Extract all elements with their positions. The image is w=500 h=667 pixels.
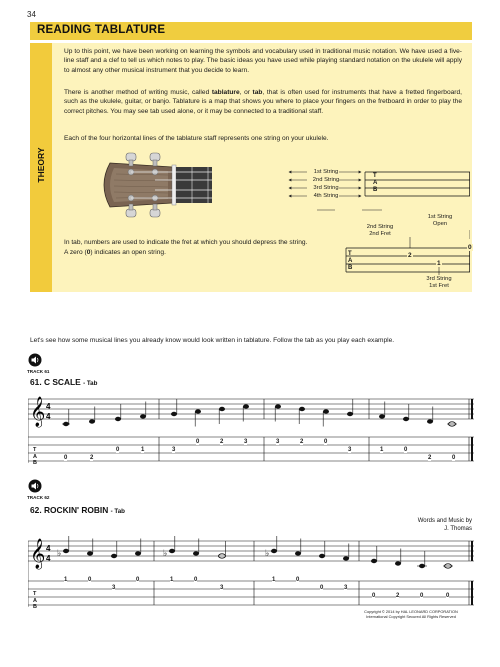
label-3rd-string-1st-fret: 3rd String 1st Fret [426,276,452,289]
theory-paragraph-5: A zero (0) indicates an open string. [64,249,166,256]
credit-line-1: Words and Music by [417,518,472,524]
tab-num: 3 [112,585,116,591]
tab-num: 3 [344,585,348,591]
tab-clef-mini: T A B [373,173,378,193]
tab-num: 0 [404,447,408,453]
label-1st-string: 1st String [313,169,339,175]
tab-clef-example: T A B [348,251,353,271]
theory-paragraph-2: There is another method of writing music, called tablature, or tab, that is often used for instruments that have a fretted fingerboard, such as the ukulele, guitar, or banjo. Tablature is a map that shows you where to place your fingers on the fretboard in order to play the correct pitches. You may see tab used alone, or it may be connected to a traditional staff. [64,89,462,115]
theory-box [30,43,472,292]
tab-num: 1 [64,577,68,583]
tab-num: 1 [170,577,174,583]
tab-num: 2 [90,455,94,461]
tab-num: 3 [244,439,248,445]
label-2nd-string: 2nd String [312,177,340,183]
notes [62,399,457,427]
theory-paragraph-3: Each of the four horizontal lines of the tablature staff represents one string on your ukulele. [64,135,329,142]
tab-num: 3 [220,585,224,591]
page-number: 34 [27,10,36,19]
section-title-bar [30,22,472,40]
tab-num: 0 [296,577,300,583]
tab-clef-61: T A B [33,447,37,466]
example-61-title: 61. C SCALE - Tab [30,377,98,387]
copyright: Copyright © 2014 by HAL LEONARD CORPORATION International Copyright Secured All Rights Reserved [364,609,458,619]
tab-num: 0 [320,585,324,591]
tab-num: 0 [452,455,456,461]
intro-text: Let's see how some musical lines you already know would look written in tablature. Follow the tab as you play each example. [30,337,395,344]
tab-num: 0 [324,439,328,445]
tab-num: 1 [141,447,145,453]
treble-clef-icon: 𝄞 [30,538,46,568]
theory-paragraph-1: Up to this point, we have been working on learning the symbols and vocabulary used in traditional music notation. We have used a five-line staff and a clef to tell us which notes to play. The basic ideas you have used while playing standard notation on the ukulele will apply to almost any other musical instrument that you decide to learn. [64,48,462,74]
label-1st-string-open: 1st String Open [427,214,453,227]
tab-num: 3 [348,447,352,453]
tab-num: 1 [380,447,384,453]
treble-clef-icon: 𝄞 [30,396,46,426]
example-62-title: 62. ROCKIN' ROBIN - Tab [30,505,125,515]
flat-icon: ♭ [265,548,270,558]
label-4th-string: 4th String [313,193,339,199]
tab-num: 0 [420,593,424,599]
tab-num: 2 [396,593,400,599]
time-sig-bottom: 4 [46,554,51,563]
speaker-icon [28,479,42,493]
tab-clef-62: T A B [33,591,37,610]
fret-number-1: 1 [437,260,441,267]
credit-line-2: J. Thomas [444,526,472,532]
tab-num: 0 [116,447,120,453]
label-2nd-string-2nd-fret: 2nd String 2nd Fret [366,224,394,237]
fret-number-2: 2 [408,252,412,259]
section-title: READING TABLATURE [37,24,166,36]
tab-num: 3 [276,439,280,445]
tab-num: 0 [446,593,450,599]
tab-num: 0 [88,577,92,583]
tab-num: 3 [172,447,176,453]
tab-num: 2 [220,439,224,445]
example-61-notation [28,389,474,469]
theory-sidebar [30,43,52,292]
tab-num: 0 [196,439,200,445]
fret-number-0: 0 [468,244,472,251]
tab-num: 1 [272,577,276,583]
flat-icon: ♭ [163,548,168,558]
tab-num: 0 [64,455,68,461]
time-sig-bottom: 4 [46,412,51,421]
tab-lines [28,581,474,605]
ukulele-headstock [104,153,212,217]
tab-num: 2 [428,455,432,461]
tab-staff-mini [365,172,470,196]
speaker-icon [28,353,42,367]
theory-paragraph-4: In tab, numbers are used to indicate the fret at which you should depress the string. [64,239,308,246]
tab-num: 0 [372,593,376,599]
theory-label: THEORY [36,147,46,183]
track-62-label: TRACK 62 [27,495,50,500]
track-61-label: TRACK 61 [27,369,50,374]
tab-num: 0 [136,577,140,583]
time-sig-top: 4 [46,402,51,411]
tab-num: 0 [194,577,198,583]
tab-num: 2 [300,439,304,445]
flat-icon: ♭ [57,548,62,558]
example-62-notation [28,535,474,615]
time-sig-top: 4 [46,544,51,553]
label-3rd-string: 3rd String [313,185,339,191]
